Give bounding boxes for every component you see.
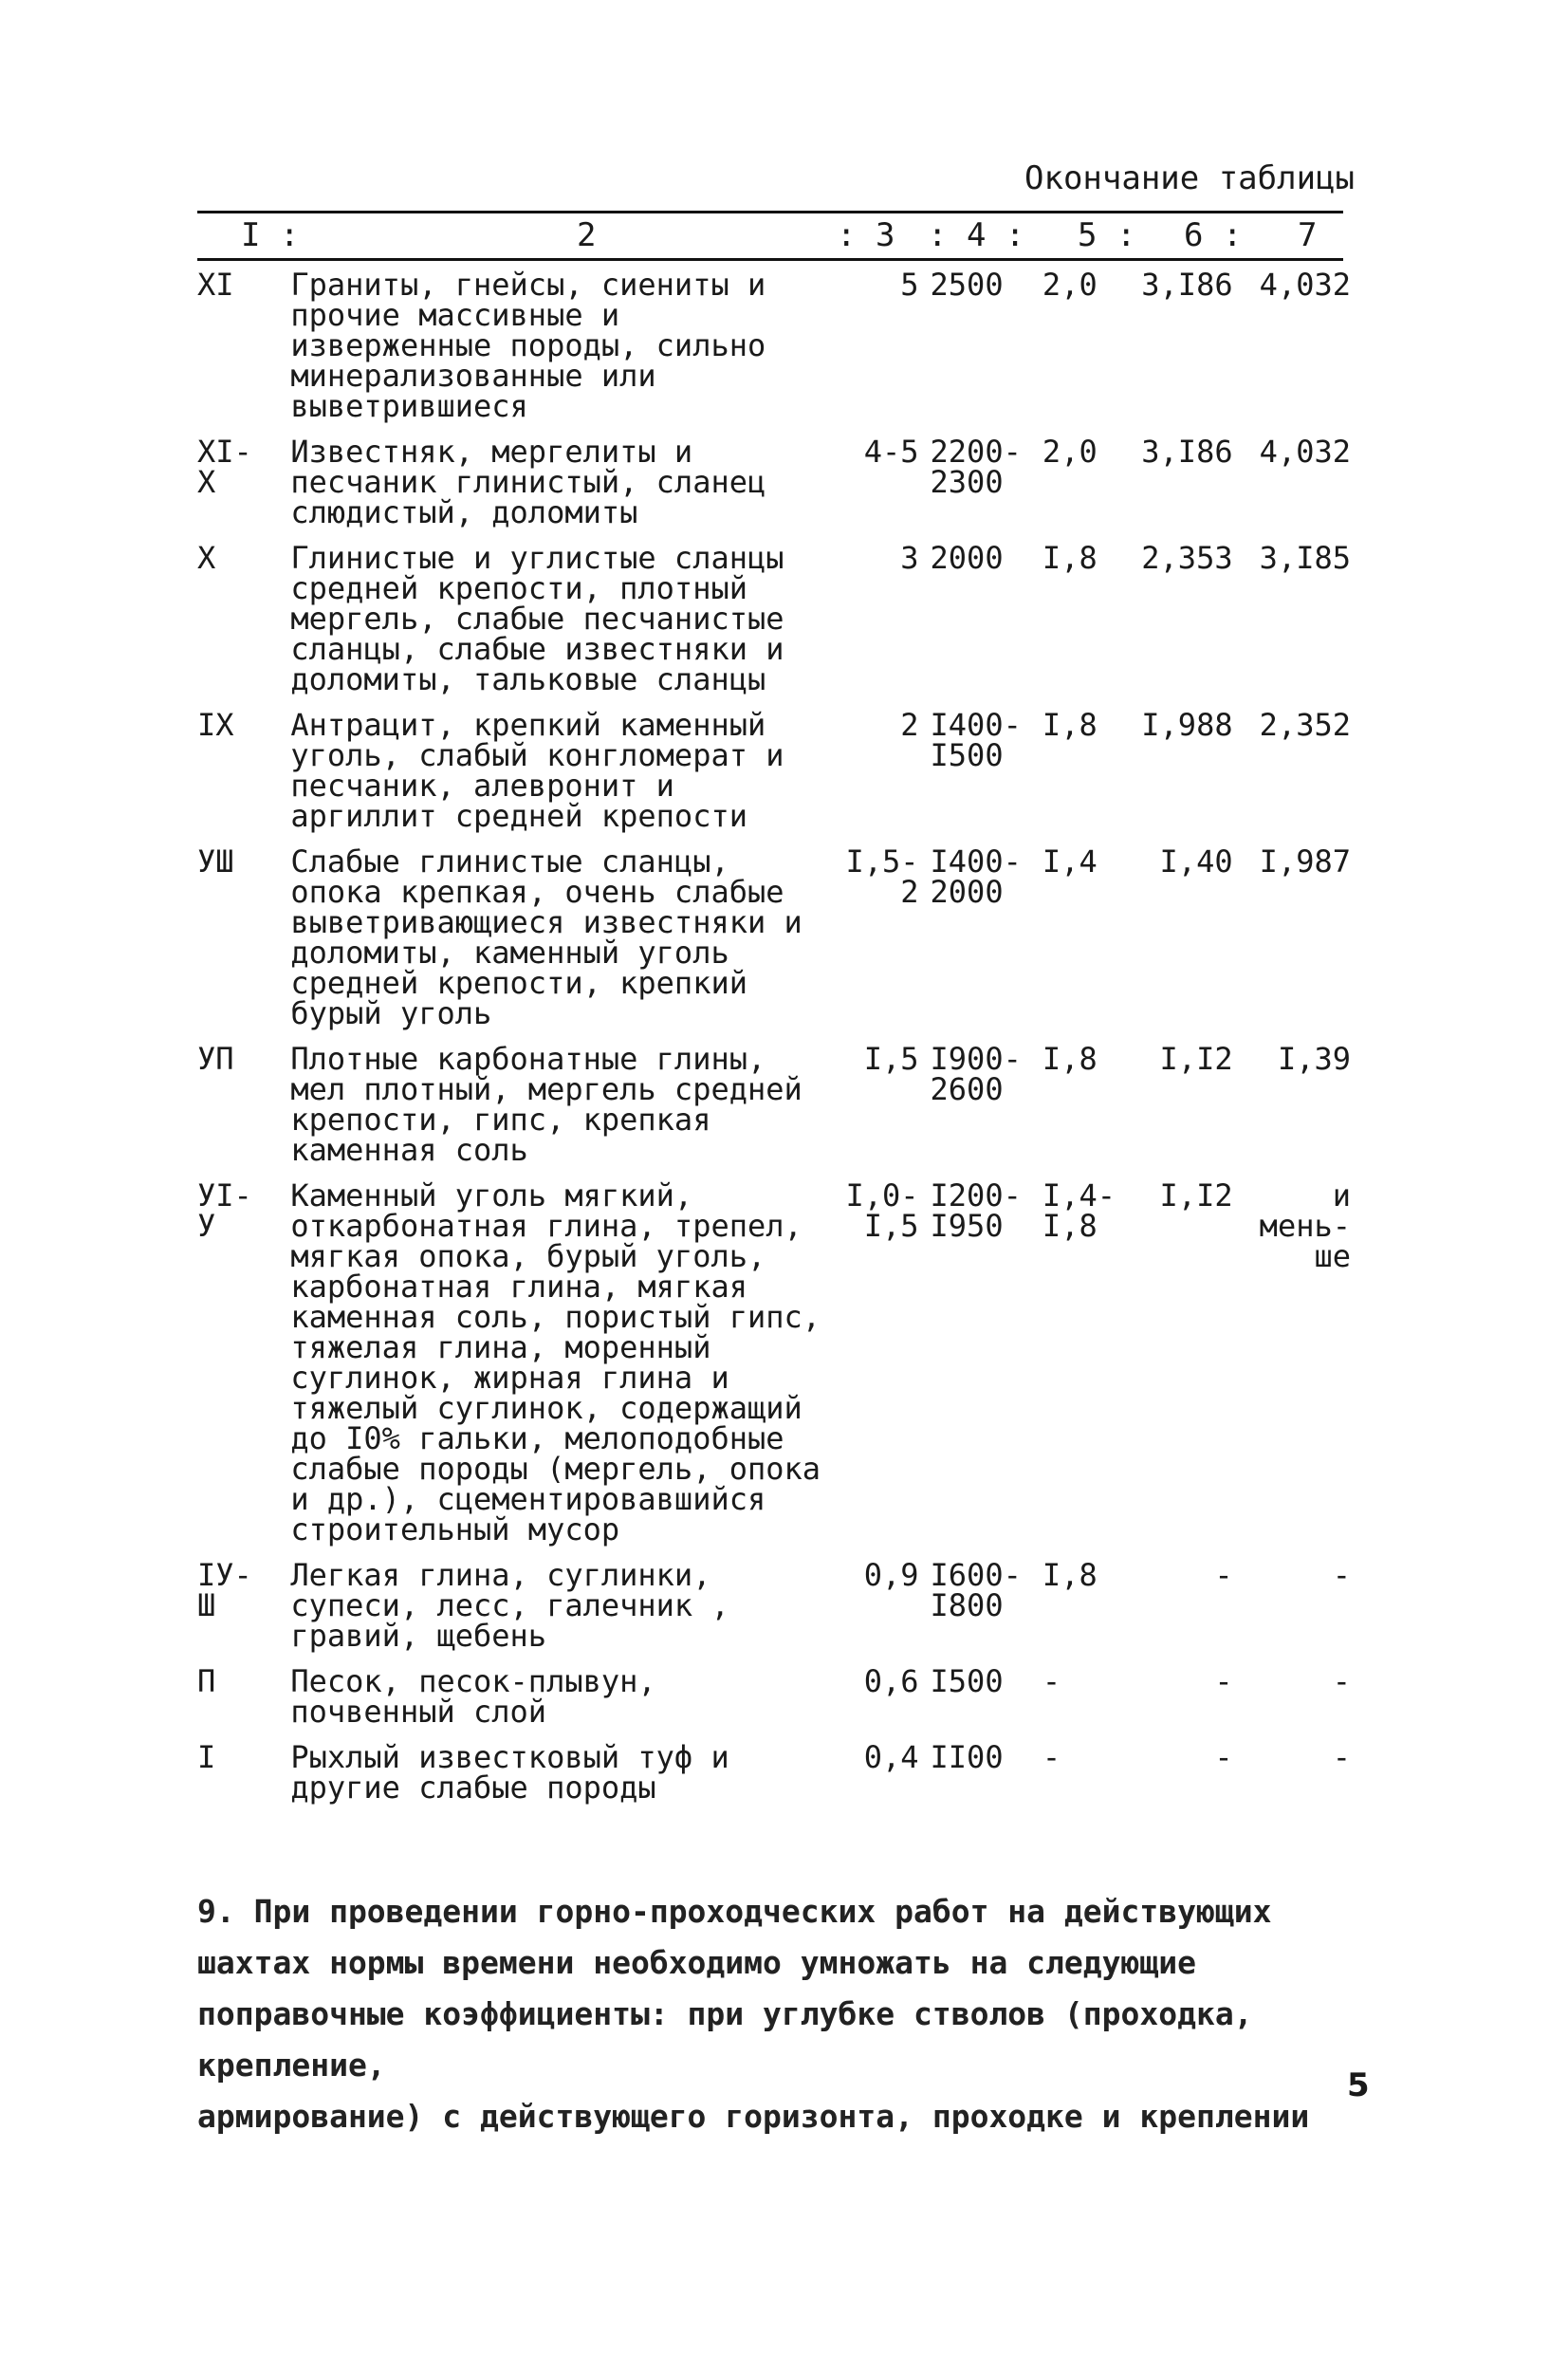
category-cell: УП xyxy=(197,1041,234,1077)
description-cell: Рыхлый известковый туф и другие слабые породы xyxy=(290,1739,729,1806)
col3-cell: 4-5 xyxy=(863,434,919,470)
col4-cell: 2000 xyxy=(930,540,1004,576)
category-cell: XI- X xyxy=(197,434,252,500)
table-row xyxy=(190,543,1351,710)
col6-cell: - xyxy=(1214,1663,1233,1699)
category-cell: IX xyxy=(197,707,234,743)
col4-cell: II00 xyxy=(930,1739,1004,1775)
col3-cell: I,5 xyxy=(863,1041,919,1077)
col3-cell: 0,9 xyxy=(863,1557,919,1593)
col6-cell: - xyxy=(1214,1739,1233,1775)
col3-cell: 3 xyxy=(900,540,919,576)
category-cell: УI- У xyxy=(197,1177,252,1244)
col3-cell: I,5-2 xyxy=(845,843,919,910)
table-row xyxy=(190,436,1351,543)
col3-cell: 0,4 xyxy=(863,1739,919,1775)
table-row xyxy=(190,1560,1351,1666)
col6-cell: 3,I86 xyxy=(1141,434,1233,470)
col3-cell: I,0- I,5 xyxy=(845,1177,919,1244)
col6-cell: 3,I86 xyxy=(1141,267,1233,303)
header-col-6: 6 : xyxy=(1184,216,1243,254)
category-cell: П xyxy=(197,1663,216,1699)
col7-cell: 3,I85 xyxy=(1259,540,1351,576)
header-col-7: 7 xyxy=(1298,216,1318,254)
rock-category-table xyxy=(190,269,1351,1818)
col4-cell: I600- I800 xyxy=(930,1557,1022,1623)
col6-cell: I,40 xyxy=(1159,843,1233,880)
table-header-rule xyxy=(197,258,1343,261)
col3-cell: 0,6 xyxy=(863,1663,919,1699)
category-cell: X xyxy=(197,540,216,576)
table-row xyxy=(190,1666,1351,1742)
table-row xyxy=(190,269,1351,436)
table-caption: Окончание таблицы xyxy=(1024,159,1355,197)
col6-cell: I,988 xyxy=(1141,707,1233,743)
table-row xyxy=(190,1044,1351,1180)
col3-cell: 2 xyxy=(900,707,919,743)
col7-cell: и мень- ше xyxy=(1259,1177,1351,1274)
description-cell: Каменный уголь мягкий, откарбонатная глина, трепел, мягкая опока, бурый уголь, карбонатная глина, мягкая каменная соль, пористый гипс, тяжелая глина, моренный суглинок, жирная глина и тяжелый суглинок, содержащий до I0% гальки, мелоподобные слабые породы (мергель, опока и др.), сцементировавшийся строительный мусор xyxy=(290,1177,821,1547)
col5-cell: - xyxy=(1042,1739,1061,1775)
col7-cell: 4,032 xyxy=(1259,267,1351,303)
table-row xyxy=(190,1180,1351,1560)
col7-cell: - xyxy=(1332,1557,1351,1593)
body-paragraph: 9. При проведении горно-проходческих работ на действующих шахтах нормы времени необходимо умножать на следующие поправочные коэффициенты: при углубке стволов (проходка, крепление, армирование) с действующего горизонта, проходке и креплении xyxy=(197,1893,1310,2135)
col4-cell: I200- I950 xyxy=(930,1177,1022,1244)
col6-cell: I,I2 xyxy=(1159,1177,1233,1214)
col5-cell: - xyxy=(1042,1663,1061,1699)
col4-cell: I400- I500 xyxy=(930,707,1022,773)
col6-cell: - xyxy=(1214,1557,1233,1593)
description-cell: Слабые глинистые сланцы, опока крепкая, очень слабые выветривающиеся известняки и доломиты, каменный уголь средней крепости, крепкий бурый уголь xyxy=(290,843,802,1031)
col5-cell: I,8 xyxy=(1042,540,1098,576)
col5-cell: 2,0 xyxy=(1042,267,1098,303)
table-row xyxy=(190,846,1351,1044)
col5-cell: I,4- I,8 xyxy=(1042,1177,1116,1244)
col7-cell: 2,352 xyxy=(1259,707,1351,743)
table-row xyxy=(190,710,1351,846)
col4-cell: 2200- 2300 xyxy=(930,434,1022,500)
col6-cell: 2,353 xyxy=(1141,540,1233,576)
col7-cell: I,39 xyxy=(1277,1041,1351,1077)
description-cell: Антрацит, крепкий каменный уголь, слабый конгломерат и песчаник, алевронит и аргиллит средней крепости xyxy=(290,707,784,834)
col5-cell: I,8 xyxy=(1042,707,1098,743)
description-cell: Легкая глина, суглинки, супеси, лесс, галечник , гравий, щебень xyxy=(290,1557,729,1654)
description-cell: Глинистые и углистые сланцы средней крепости, плотный мергель, слабые песчанистые сланцы, слабые известняки и доломиты, тальковые сланцы xyxy=(290,540,784,697)
col7-cell: - xyxy=(1332,1739,1351,1775)
header-col-1: I : xyxy=(241,216,300,254)
col3-cell: 5 xyxy=(900,267,919,303)
table-top-rule xyxy=(197,211,1343,213)
col5-cell: I,8 xyxy=(1042,1041,1098,1077)
col5-cell: I,4 xyxy=(1042,843,1098,880)
header-col-2: 2 xyxy=(577,216,597,254)
header-col-4: : 4 : xyxy=(928,216,1025,254)
header-col-5: 5 : xyxy=(1078,216,1136,254)
col4-cell: 2500 xyxy=(930,267,1004,303)
table-row xyxy=(190,1742,1351,1818)
col4-cell: I900- 2600 xyxy=(930,1041,1022,1107)
description-cell: Песок, песок-плывун, почвенный слой xyxy=(290,1663,656,1730)
category-cell: XI xyxy=(197,267,234,303)
table-header xyxy=(197,216,1343,258)
category-cell: УШ xyxy=(197,843,234,880)
page-number: 5 xyxy=(1347,2066,1370,2104)
col7-cell: - xyxy=(1332,1663,1351,1699)
col5-cell: 2,0 xyxy=(1042,434,1098,470)
description-cell: Граниты, гнейсы, сиениты и прочие массивные и изверженные породы, сильно минерализованные или выветрившиеся xyxy=(290,267,766,424)
col6-cell: I,I2 xyxy=(1159,1041,1233,1077)
description-cell: Известняк, мергелиты и песчаник глинистый, сланец слюдистый, доломиты xyxy=(290,434,766,530)
col5-cell: I,8 xyxy=(1042,1557,1098,1593)
category-cell: IУ- Ш xyxy=(197,1557,252,1623)
col4-cell: I400- 2000 xyxy=(930,843,1022,910)
col4-cell: I500 xyxy=(930,1663,1004,1699)
description-cell: Плотные карбонатные глины, мел плотный, мергель средней крепости, гипс, крепкая каменная соль xyxy=(290,1041,802,1168)
header-col-3: : 3 xyxy=(837,216,895,254)
col7-cell: I,987 xyxy=(1259,843,1351,880)
col7-cell: 4,032 xyxy=(1259,434,1351,470)
category-cell: I xyxy=(197,1739,216,1775)
